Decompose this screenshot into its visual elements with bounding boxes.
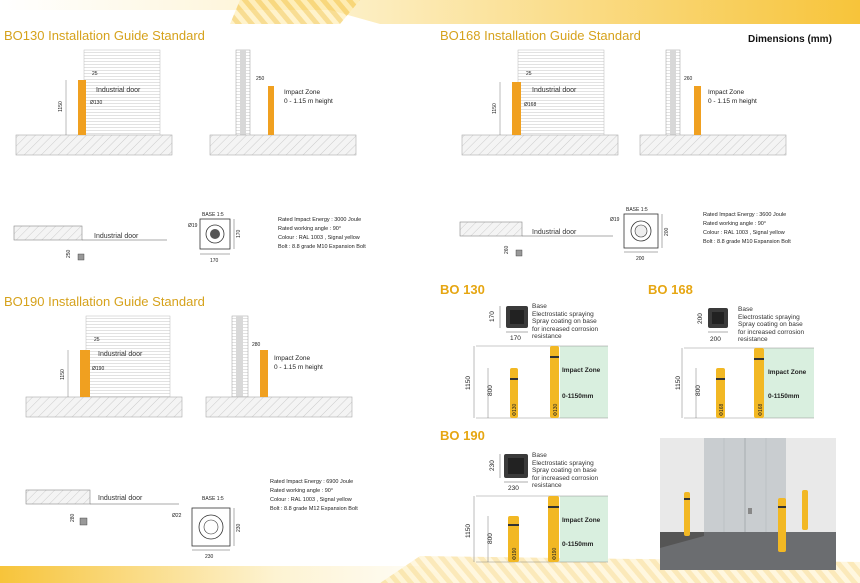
bo130-desc-line-1: Base [532,303,547,310]
bo130-card-base-w: 170 [510,335,521,342]
bo130-spec-angle: Rated working angle : 90° [278,226,342,232]
bo190-diameter-label: Ø190 [92,366,105,372]
bo168-base-width: 200 [636,256,645,262]
bo130-base-height: 170 [236,229,242,238]
bo130-bolt-hole: Ø19 [188,223,198,229]
bo130-diameter-label: Ø130 [90,100,103,106]
bo190-impact-zone-title: Impact Zone [274,355,311,362]
bo168-spec-energy: Rated Impact Energy : 3600 Joule [703,212,787,218]
bo168-spec-colour: Colour : RAL 1003 , Signal yellow [703,230,785,236]
bo190-zone-title: Impact Zone [562,517,601,524]
bo190-door-label: Industrial door [98,351,143,358]
bo190-spec-bolt: Bolt : 8.8 grade M12 Expansion Bolt [270,506,358,512]
bo168-spec-bolt: Bolt : 8.8 grade M10 Expansion Bolt [703,239,791,245]
bo130-spec-colour: Colour : RAL 1003 , Signal yellow [278,235,360,241]
bo130-impact-zone-title: Impact Zone [284,89,321,96]
bo190-desc-line-5: resistance [532,482,562,489]
bo130-plan-door-label: Industrial door [94,233,139,240]
bo168-base-detail [608,202,694,266]
bo168-spec-angle: Rated working angle : 90° [703,221,767,227]
bo130-base-width: 170 [210,258,219,264]
bo130-spec-energy: Rated Impact Energy : 3000 Joule [278,217,362,223]
bo168-base-height: 200 [664,227,670,236]
bo168-front-elevation [460,46,620,158]
bo130-plan-dim: 250 [66,249,72,258]
bo168-plan-dim: 260 [504,245,510,254]
bo168-diameter-short: Φ168 [719,403,725,416]
bo190-plan-door-label: Industrial door [98,495,143,502]
bo168-diameter-label: Ø168 [524,102,537,108]
bo190-desc-line-1: Base [532,452,547,459]
bo130-spec-bolt: Bolt : 8.8 grade M10 Expansion Bolt [278,244,366,250]
bo168-height-dim: 1150 [492,103,498,114]
bo168-guide-title: BO168 Installation Guide Standard [440,28,641,43]
bo190-spec-energy: Rated Impact Energy : 6900 Joule [270,479,354,485]
bo168-specs [703,211,791,247]
bo168-door-label: Industrial door [532,87,577,94]
bo168-base-description [738,306,804,344]
bo168-desc-line-5: resistance [738,336,768,343]
bo130-zone-title: Impact Zone [562,367,601,374]
bo130-diameter-tall: Φ130 [553,403,559,416]
bo130-base-description [532,303,598,341]
bo190-bollard-diagram [462,494,612,566]
bo190-zone-range: 0-1150mm [562,541,594,548]
bo130-base-icon [482,304,532,342]
bo168-product-title: BO 168 [648,282,693,297]
bo130-card-base-h: 170 [489,311,496,322]
bo130-zone-range: 0-1150mm [562,393,594,400]
bo190-card-base-h: 230 [489,460,496,471]
bo130-total-height: 1150 [465,376,472,390]
bo130-desc-line-3: Spray coating on base [532,318,597,325]
bo190-height-dim: 1150 [60,369,66,380]
bo190-bolt-hole: Ø22 [172,513,182,519]
bo190-desc-line-3: Spray coating on base [532,467,597,474]
bo190-side-elevation [204,312,354,424]
bo168-desc-line-4: for increased corrosion [738,328,805,336]
bo130-door-label: Industrial door [96,87,141,94]
bo168-bolt-hole: Ø19 [610,217,620,223]
bo168-side-elevation [638,46,788,158]
bo190-plan-dim: 280 [70,513,76,522]
bo190-guide-title: BO190 Installation Guide Standard [4,294,205,309]
bo130-plan-view [12,210,172,270]
bo190-spec-angle: Rated working angle : 90° [270,488,334,494]
bo190-desc-line-2: Electrostatic spraying [532,459,594,467]
bo130-gap-dim: 25 [92,71,98,77]
bo130-impact-zone-range: 0 - 1.15 m height [284,98,333,105]
bo168-base-scale: BASE 1:5 [626,207,648,213]
bo168-card-base-w: 200 [710,336,721,343]
bo190-card-base-w: 230 [508,485,519,492]
top-banner [0,0,860,24]
bo168-zone-title: Impact Zone [768,369,807,376]
bo190-plan-view [24,478,184,538]
bo190-base-icon [482,452,532,492]
bo168-total-height: 1150 [675,376,682,390]
bo190-base-width: 230 [205,554,214,560]
bo130-desc-line-2: Electrostatic spraying [532,310,594,318]
bo130-diameter-short: Φ130 [512,403,518,416]
bo190-diameter-tall: Φ190 [552,547,558,560]
bo190-specs [270,478,358,514]
bo130-base-detail [186,206,268,268]
bo130-side-dim: 250 [256,76,265,82]
dimensions-unit-note: Dimensions (mm) [748,34,832,45]
bo130-short-height: 800 [487,385,494,396]
bo130-height-dim: 1150 [58,101,64,112]
bo190-base-height: 230 [236,523,242,532]
bo168-base-icon [690,306,740,344]
installation-photo [660,438,836,570]
bo190-diameter-short: Φ190 [512,547,518,560]
bo130-guide-title: BO130 Installation Guide Standard [4,28,205,43]
bo190-gap-dim: 25 [94,337,100,343]
bo190-impact-zone-range: 0 - 1.15 m height [274,364,323,371]
bo168-impact-zone-title: Impact Zone [708,89,745,96]
bo130-desc-line-4: for increased corrosion [532,325,599,333]
bo168-bollard-diagram [672,346,822,422]
bo190-side-dim: 280 [252,342,261,348]
bo168-card-base-h: 200 [697,313,704,324]
bo168-zone-range: 0-1150mm [768,393,800,400]
bo190-short-height: 800 [487,533,494,544]
bo168-diameter-tall: Φ168 [758,403,764,416]
bo130-product-title: BO 130 [440,282,485,297]
bo190-product-title: BO 190 [440,428,485,443]
bo168-desc-line-3: Spray coating on base [738,321,803,328]
bo168-impact-zone-range: 0 - 1.15 m height [708,98,757,105]
bo190-desc-line-4: for increased corrosion [532,474,599,482]
bo130-front-elevation [14,46,174,158]
bo190-base-detail [170,492,262,562]
bo190-total-height: 1150 [465,524,472,538]
bo168-plan-door-label: Industrial door [532,229,577,236]
bo130-specs [278,216,366,252]
bo168-gap-dim: 25 [526,71,532,77]
bo190-front-elevation [24,312,184,424]
bo130-bollard-diagram [462,344,612,422]
bo168-plan-view [458,206,618,266]
bo190-base-description [532,452,598,490]
bo190-base-scale: BASE 1:5 [202,496,224,502]
bo130-base-scale: BASE 1:5 [202,212,224,218]
bo168-desc-line-2: Electrostatic spraying [738,313,800,321]
bo130-desc-line-5: resistance [532,333,562,340]
bo168-desc-line-1: Base [738,306,753,313]
bo130-side-elevation [208,46,358,158]
bo168-side-dim: 260 [684,76,693,82]
bo168-short-height: 800 [695,385,702,396]
bo190-spec-colour: Colour : RAL 1003 , Signal yellow [270,497,352,503]
